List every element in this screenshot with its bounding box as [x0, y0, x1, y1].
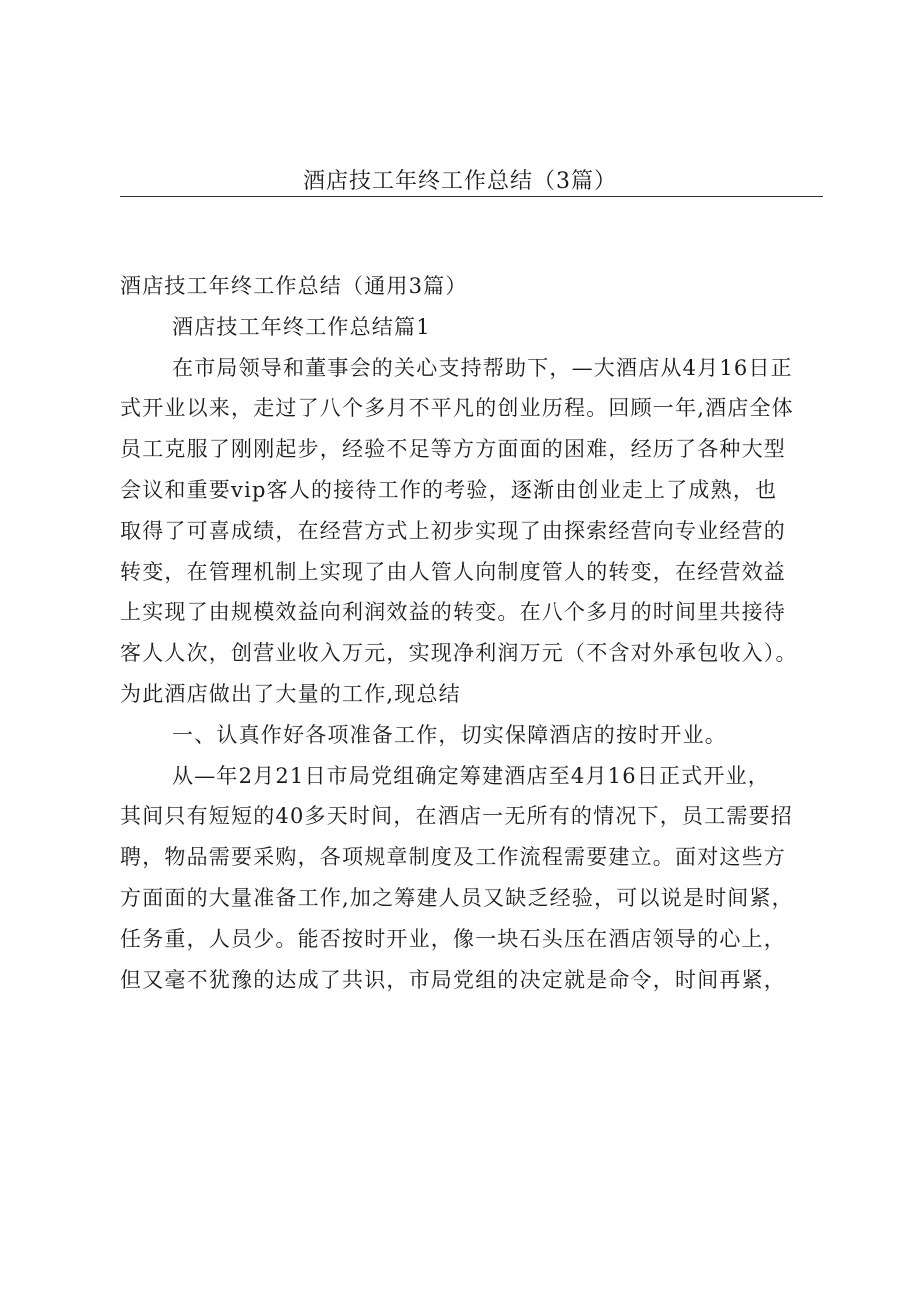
- paragraph-line: 为此酒店做出了大量的工作,现总结: [120, 681, 461, 706]
- document-title: 酒店技工年终工作总结（3篇）: [303, 169, 617, 194]
- paragraph-line: 客人人次，创营业收入万元，实现净利润万元（不含对外承包收入）。: [120, 641, 798, 666]
- paragraph-line: 会议和重要vip客人的接待工作的考验，逐渐由创业走上了成熟，也: [120, 477, 778, 502]
- paragraph-line: 员工克服了刚刚起步，经验不足等方方面面的困难，经历了各种大型: [120, 437, 786, 462]
- section-heading: 酒店技工年终工作总结篇1: [172, 314, 431, 339]
- paragraph-line: 上实现了由规模效益向利润效益的转变。在八个多月的时间里共接待: [120, 600, 786, 625]
- doc-heading: 酒店技工年终工作总结（通用3篇）: [120, 274, 468, 298]
- paragraph-line: 转变，在管理机制上实现了由人管人向制度管人的转变，在经营效益: [120, 559, 786, 584]
- title-underline: [120, 196, 823, 197]
- paragraph-line: 式开业以来，走过了八个多月不平凡的创业历程。回顾一年,酒店全体: [120, 396, 794, 421]
- subsection-heading: 一、认真作好各项准备工作，切实保障酒店的按时开业。: [172, 722, 727, 747]
- paragraph-line: 聘，物品需要采购，各项规章制度及工作流程需要建立。面对这些方: [120, 845, 786, 870]
- paragraph-line: 任务重，人员少。能否按时开业，像一块石头压在酒店领导的心上，: [120, 926, 786, 951]
- paragraph-line: 在市局领导和董事会的关心支持帮助下，—大酒店从4月16日正: [172, 355, 793, 380]
- paragraph-line: 方面面的大量准备工作,加之筹建人员又缺乏经验，可以说是时间紧，: [120, 885, 794, 910]
- paragraph-line: 其间只有短短的40多天时间，在酒店一无所有的情况下，员工需要招: [120, 804, 793, 829]
- paragraph-line: 从—年2月21日市局党组确定筹建酒店至4月16日正式开业，: [172, 763, 770, 788]
- paragraph-line: 但又毫不犹豫的达成了共识，市局党组的决定就是命令，时间再紧，: [120, 967, 786, 992]
- document-body: [120, 266, 840, 1000]
- paragraph-line: 取得了可喜成绩，在经营方式上初步实现了由探索经营向专业经营的: [120, 518, 786, 543]
